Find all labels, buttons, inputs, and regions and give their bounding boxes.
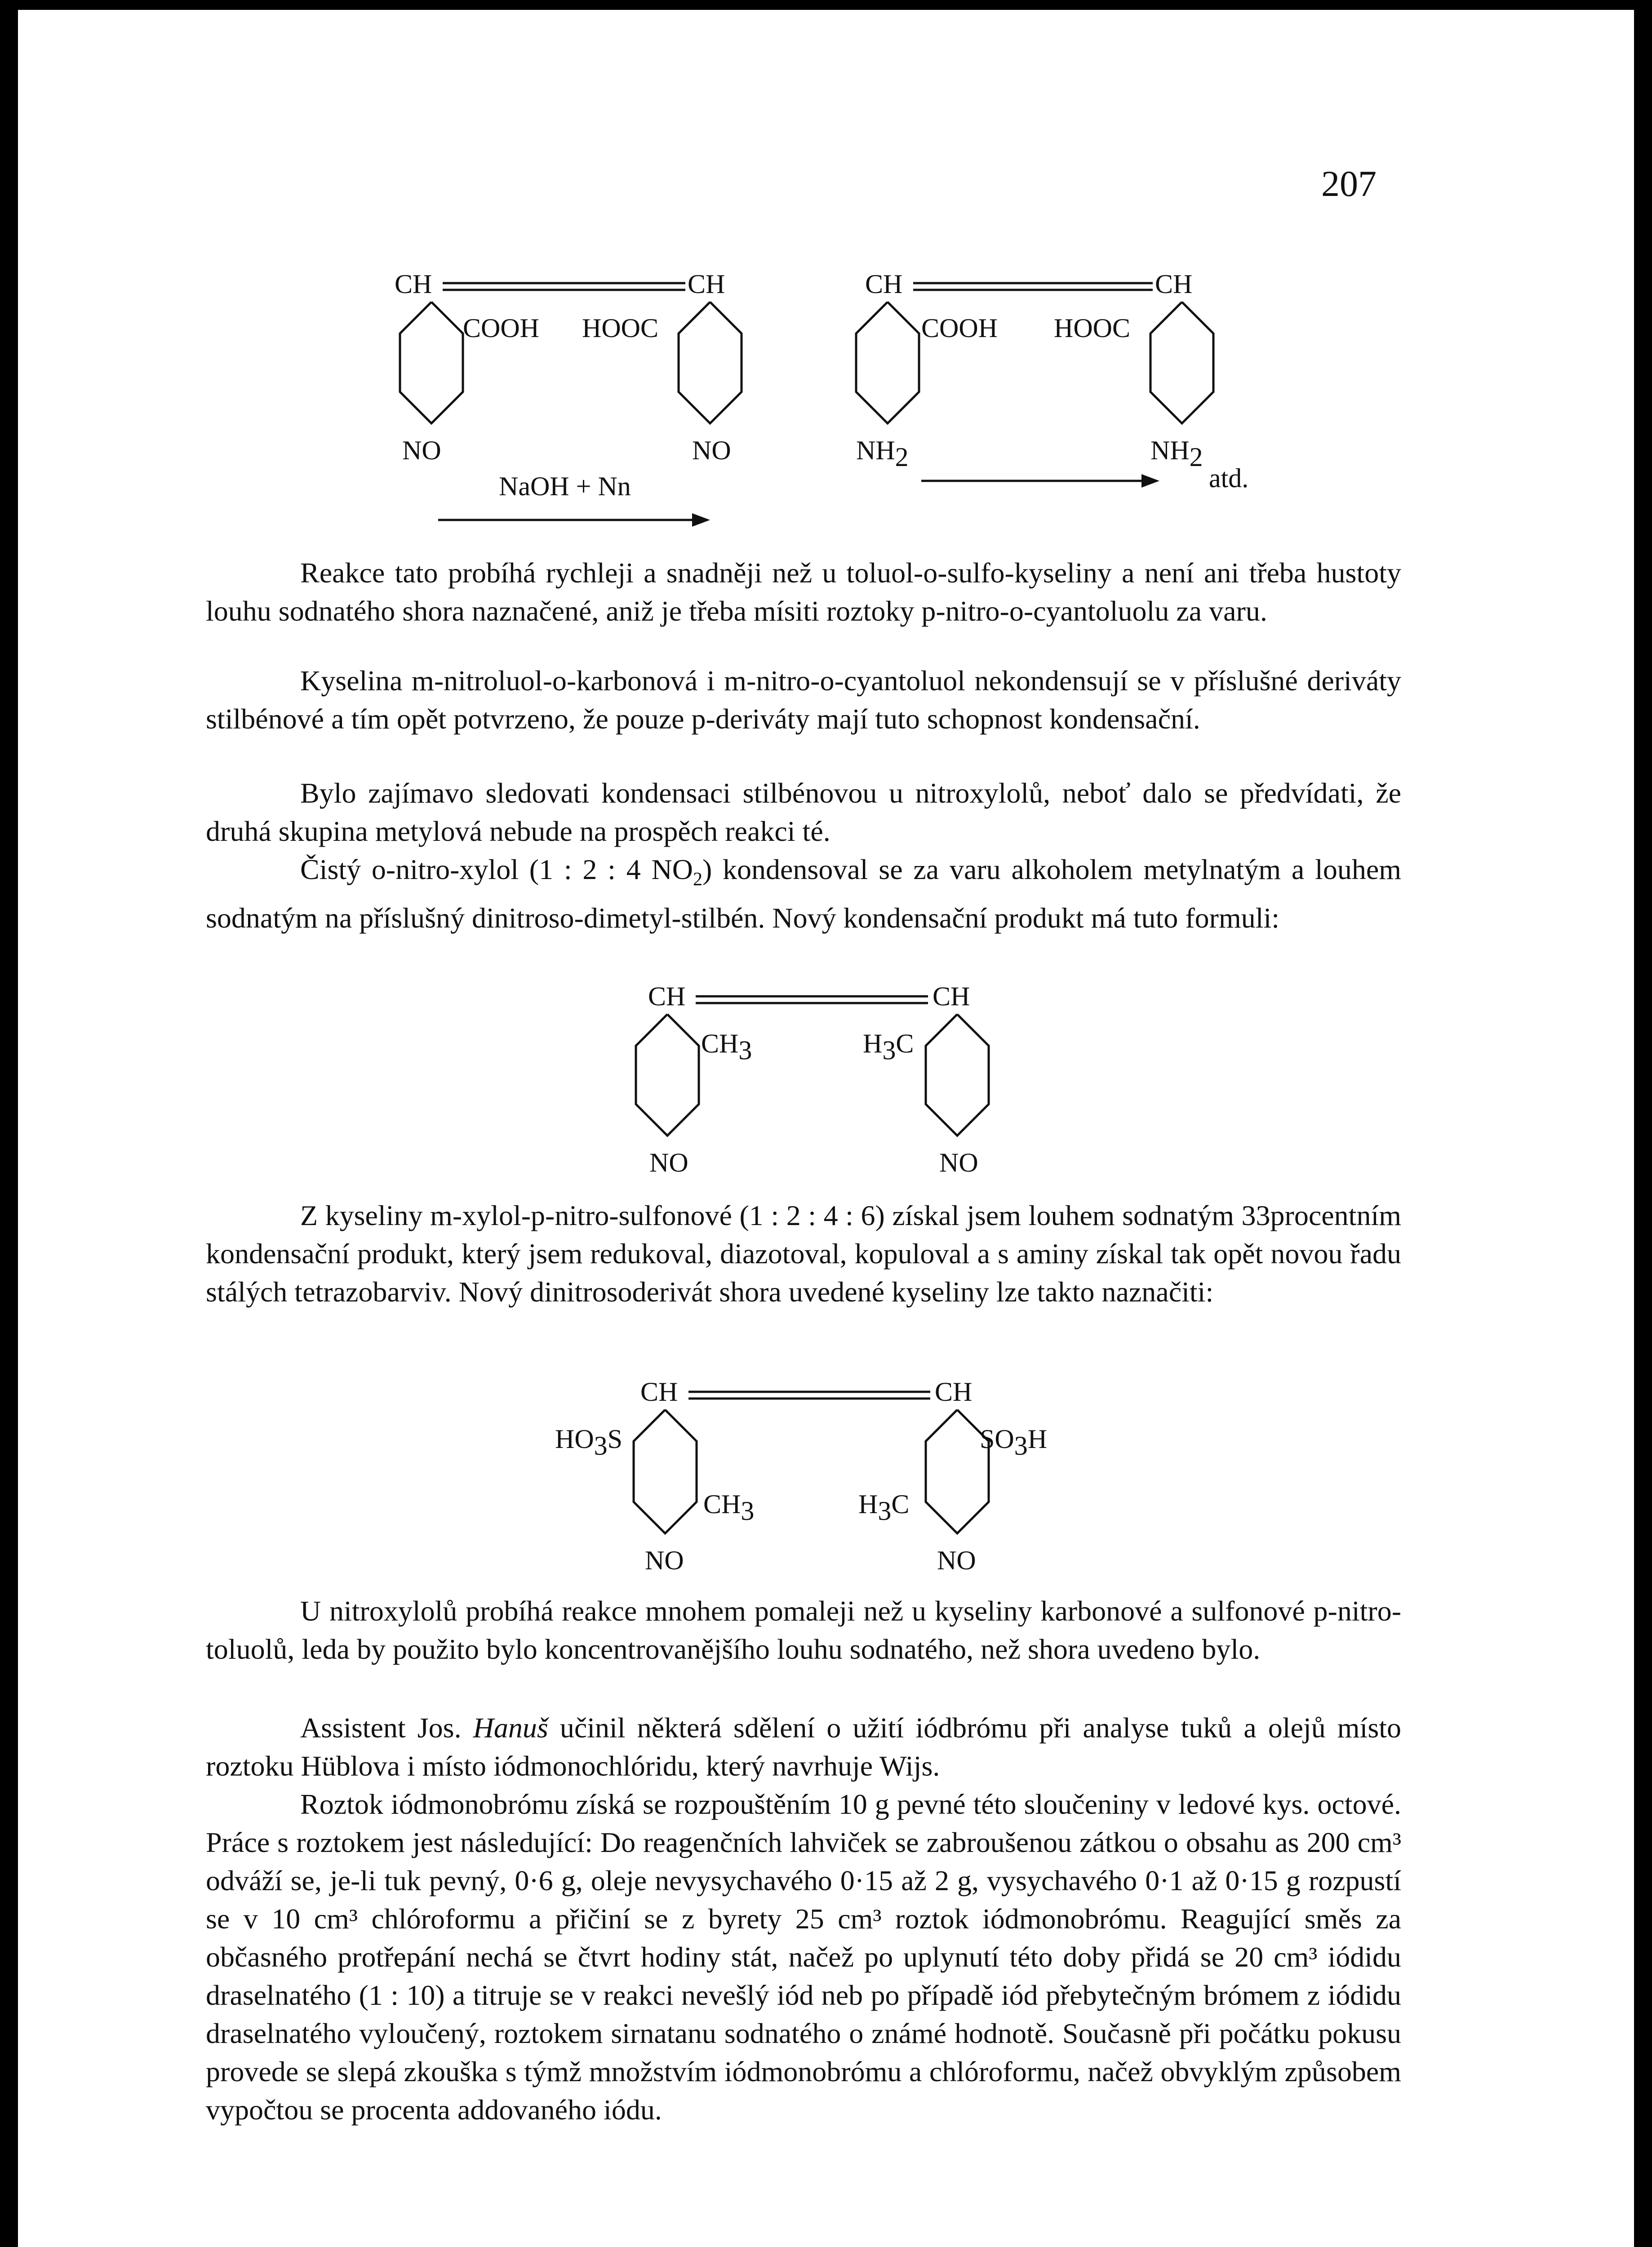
f1b-hooc: HOOC — [1054, 313, 1131, 343]
f2-ring-right — [926, 1014, 989, 1136]
f1-ch-left: CH — [395, 269, 432, 299]
formula-2 — [636, 981, 989, 1177]
f1-hooc: HOOC — [582, 313, 659, 343]
page-number: 207 — [1321, 163, 1377, 204]
f3-ch-right: CH — [935, 1377, 973, 1407]
paragraph-6: U nitroxylolů probíhá reakce mnohem pomaleji než u kyseliny karbonové a sulfonové p-nitro-toluolů, leda by použito bylo koncentrovanějšího louhu sodnatého, než shora uvedeno bylo. — [206, 1595, 1401, 1665]
f3-so3h: SO3H — [980, 1424, 1048, 1461]
f1b-cooh: COOH — [921, 313, 998, 343]
f2-ring-left — [636, 1014, 699, 1136]
f1-ring-right — [679, 302, 742, 423]
f2-ch-right: CH — [933, 981, 970, 1011]
f1-no-left: NO — [402, 435, 441, 465]
f1b-atd: atd. — [1209, 463, 1249, 493]
f1b-ch-right: CH — [1155, 269, 1193, 299]
f2-ch-left: CH — [648, 981, 686, 1011]
f2-no-left: NO — [649, 1148, 688, 1177]
f3-ch3: CH3 — [703, 1489, 755, 1526]
f1b-ring-left — [856, 302, 919, 423]
f1-no-right: NO — [692, 435, 731, 465]
author-name: Hanuš — [473, 1712, 548, 1744]
f1b-ch-left: CH — [865, 269, 903, 299]
f2-no-right: NO — [939, 1148, 978, 1177]
f1-reagent: NaOH + Nn — [499, 471, 631, 501]
paragraph-1: Reakce tato probíhá rychleji a snadněji než u toluol-o-sulfo-kyseliny a není ani třeba hustoty louhu sodnatého shora naznačené, aniž je třeba mísiti roztoky p-nitro-o-cyantoluolu za varu. — [206, 557, 1401, 627]
paragraph-4: Čistý o-nitro-xylol (1 : 2 : 4 $NO_2$) kondensoval se za varu alkoholem metylnatým a louhem sodnatým na příslušný dinitroso-dimetyl-stilbén. Nový kondensační produkt má tuto formuli: — [206, 853, 1402, 934]
f3-ch-left: CH — [640, 1377, 678, 1407]
f3-ho3s: HO3S — [555, 1424, 623, 1461]
page — [18, 10, 1634, 2247]
f3-h3c: H3C — [858, 1489, 910, 1526]
paragraph-2: Kyselina m-nitroluol-o-karbonová i m-nitro-o-cyantoluol nekondensují se v příslušné deriváty stilbénové a tím opět potvrzeno, že pouze p-deriváty mají tuto schopnost kondensační. — [206, 665, 1401, 735]
f1-ring-left — [400, 302, 463, 423]
f3-ring-left — [634, 1410, 697, 1533]
paragraph-7: Assistent Jos. Hanuš učinil některá sdělení o užití iódbrómu při analyse tuků a olejů místo roztoku Hüblova i místo iódmonochlóridu, který navrhuje Wijs. — [206, 1712, 1402, 1782]
f2-ch3: CH3 — [701, 1029, 752, 1065]
paragraph-3: Bylo zajímavo sledovati kondensaci stilbénovou u nitroxylolů, neboť dalo se předvídati, že druhá skupina metylová nebude na prospěch reakci té. — [206, 777, 1401, 847]
formula-1-product — [856, 269, 1248, 493]
formula-3 — [555, 1377, 1047, 1575]
f1-arrow-head — [692, 513, 710, 527]
f1b-nh2-left: NH2 — [856, 435, 909, 472]
f1b-arrow-head — [1141, 474, 1159, 488]
f1-cooh: COOH — [463, 313, 540, 343]
formula-1-left — [395, 269, 725, 465]
f3-no-right: NO — [937, 1545, 976, 1575]
f3-ring-right — [926, 1410, 989, 1533]
paragraph-5: Z kyseliny m-xylol-p-nitro-sulfonové (1 : 2 : 4 : 6) získal jsem louhem sodnatým 33procentním kondensační produkt, který jsem redukoval, diazotoval, kopuloval a s aminy získal tak opět novou řadu stálých tetrazobarviv. Nový dinitrosoderivát shora uvedené kyseliny lze takto naznačiti: — [206, 1199, 1401, 1308]
f1b-nh2-right: NH2 — [1150, 435, 1203, 472]
f1-ch-right: CH — [688, 269, 725, 299]
f2-h3c: H3C — [863, 1029, 914, 1065]
paragraph-8: Roztok iódmonobrómu získá se rozpouštěním 10 g pevné této sloučeniny v ledové kys. octové. Práce s roztokem jest následující: Do reagenčních lahviček se zabroušenou zátkou o obsahu as 200 cm³ odváží se, je-li tuk pevný, 0·6 g, oleje nevysychavého 0·15 až 2 g, vysychavého 0·1 až 0·15 g rozpustí se v 10 cm³ chlóroformu a přičiní se z byrety 25 cm³ roztok iódmonobrómu. Reagující směs za občasného protřepání nechá se čtvrt hodiny stát, načež po uplynutí této doby přidá se 20 cm³ iódidu draselnatého (1 : 10) a titruje se v reakci nevešlý iód neb po případě iód přebytečným brómem z iódidu draselnatého vyloučený, roztokem sirnatanu sodnatého o známé hodnotě. Současně při počátku pokusu provede se slepá zkouška s týmž množstvím iódmonobrómu a chlóroformu, načež obvyklým způsobem vypočtou se procenta addovaného iódu. — [206, 1788, 1401, 2126]
f1b-ring-right — [1150, 302, 1213, 423]
f3-no-left: NO — [645, 1545, 684, 1575]
